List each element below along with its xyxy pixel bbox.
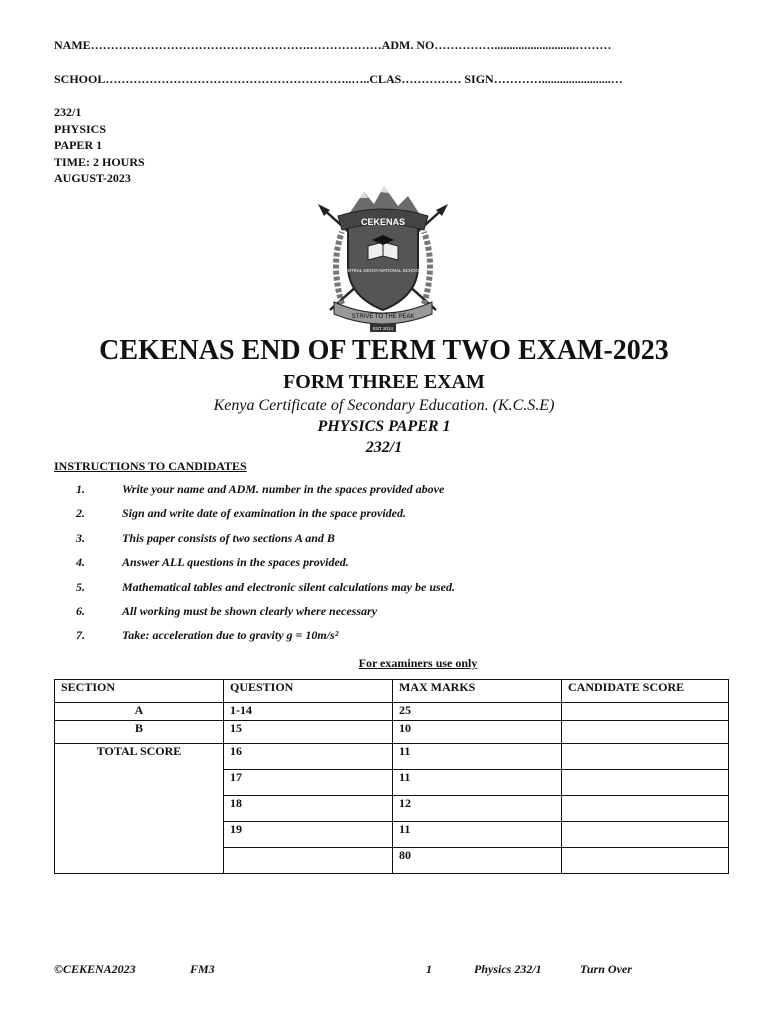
form-title: FORM THREE EXAM — [283, 371, 485, 393]
header-question: QUESTION — [224, 680, 393, 703]
max-marks-cell: 11 — [393, 822, 562, 848]
table-row — [55, 703, 729, 721]
total-score-label: TOTAL SCORE — [55, 744, 224, 874]
paper-time: TIME: 2 HOURS — [54, 154, 145, 169]
paper-number: PAPER 1 — [54, 138, 103, 152]
header-candidate-score: CANDIDATE SCORE — [562, 680, 729, 703]
section-b-cell: B — [55, 721, 224, 744]
school-class-sign-line: SCHOOL……………………………………………………..…..CLAS…………… SIGN………….......................… — [54, 72, 623, 86]
paper-code-title: 232/1 — [365, 439, 403, 456]
name-adm-line: NAME……………………………………………….………………ADM. NO……………...........................……… — [54, 38, 612, 52]
instructions-heading: INSTRUCTIONS TO CANDIDATES — [54, 459, 247, 473]
crest-banner-text: CEKENAS — [360, 217, 406, 227]
footer-page-number: 1 — [426, 962, 432, 976]
crest-inner-text: CENTRAL KENYA NATIONAL SCHOOLS — [341, 268, 425, 273]
certificate-title: Kenya Certificate of Secondary Education. (K.C.S.E) — [213, 397, 555, 414]
header-section: SECTION — [55, 680, 224, 703]
max-marks-cell: 10 — [393, 721, 562, 744]
total-candidate-score-cell[interactable] — [562, 848, 729, 874]
candidate-score-cell[interactable] — [562, 796, 729, 822]
question-cell: 18 — [224, 796, 393, 822]
max-marks-cell: 11 — [393, 744, 562, 770]
examiners-caption: For examiners use only — [358, 656, 478, 670]
candidate-score-cell[interactable] — [562, 703, 729, 721]
examiners-score-table — [54, 679, 729, 874]
table-row — [55, 744, 729, 770]
paper-code: 232/1 — [54, 105, 82, 119]
max-marks-cell: 25 — [393, 703, 562, 721]
question-cell: 16 — [224, 744, 393, 770]
crest-motto: STRIVE TO THE PEAK — [351, 314, 415, 320]
footer-copyright: ©CEKENA2023 — [54, 962, 136, 976]
candidate-score-cell[interactable] — [562, 770, 729, 796]
crest-est: EST 2014 — [373, 326, 393, 331]
question-cell: 15 — [224, 721, 393, 744]
paper-title: PHYSICS PAPER 1 — [317, 418, 451, 435]
question-cell: 19 — [224, 822, 393, 848]
footer-form: FM3 — [190, 962, 215, 976]
question-cell — [224, 848, 393, 874]
footer-turn-over: Turn Over — [580, 962, 632, 976]
section-a-cell: A — [55, 703, 224, 721]
paper-meta — [54, 104, 145, 187]
table-header-row — [55, 680, 729, 703]
header-max-marks: MAX MARKS — [393, 680, 562, 703]
total-max-marks-cell: 80 — [393, 848, 562, 874]
max-marks-cell: 12 — [393, 796, 562, 822]
candidate-score-cell[interactable] — [562, 721, 729, 744]
paper-date: AUGUST-2023 — [54, 171, 131, 185]
table-row — [55, 721, 729, 744]
paper-subject: PHYSICS — [54, 121, 107, 136]
candidate-score-cell[interactable] — [562, 822, 729, 848]
max-marks-cell: 11 — [393, 770, 562, 796]
candidate-score-cell[interactable] — [562, 744, 729, 770]
question-cell: 1-14 — [224, 703, 393, 721]
question-cell: 17 — [224, 770, 393, 796]
exam-title: CEKENAS END OF TERM TWO EXAM-2023 — [99, 335, 669, 366]
footer-subject: Physics 232/1 — [474, 962, 542, 976]
school-crest-logo — [312, 184, 454, 334]
